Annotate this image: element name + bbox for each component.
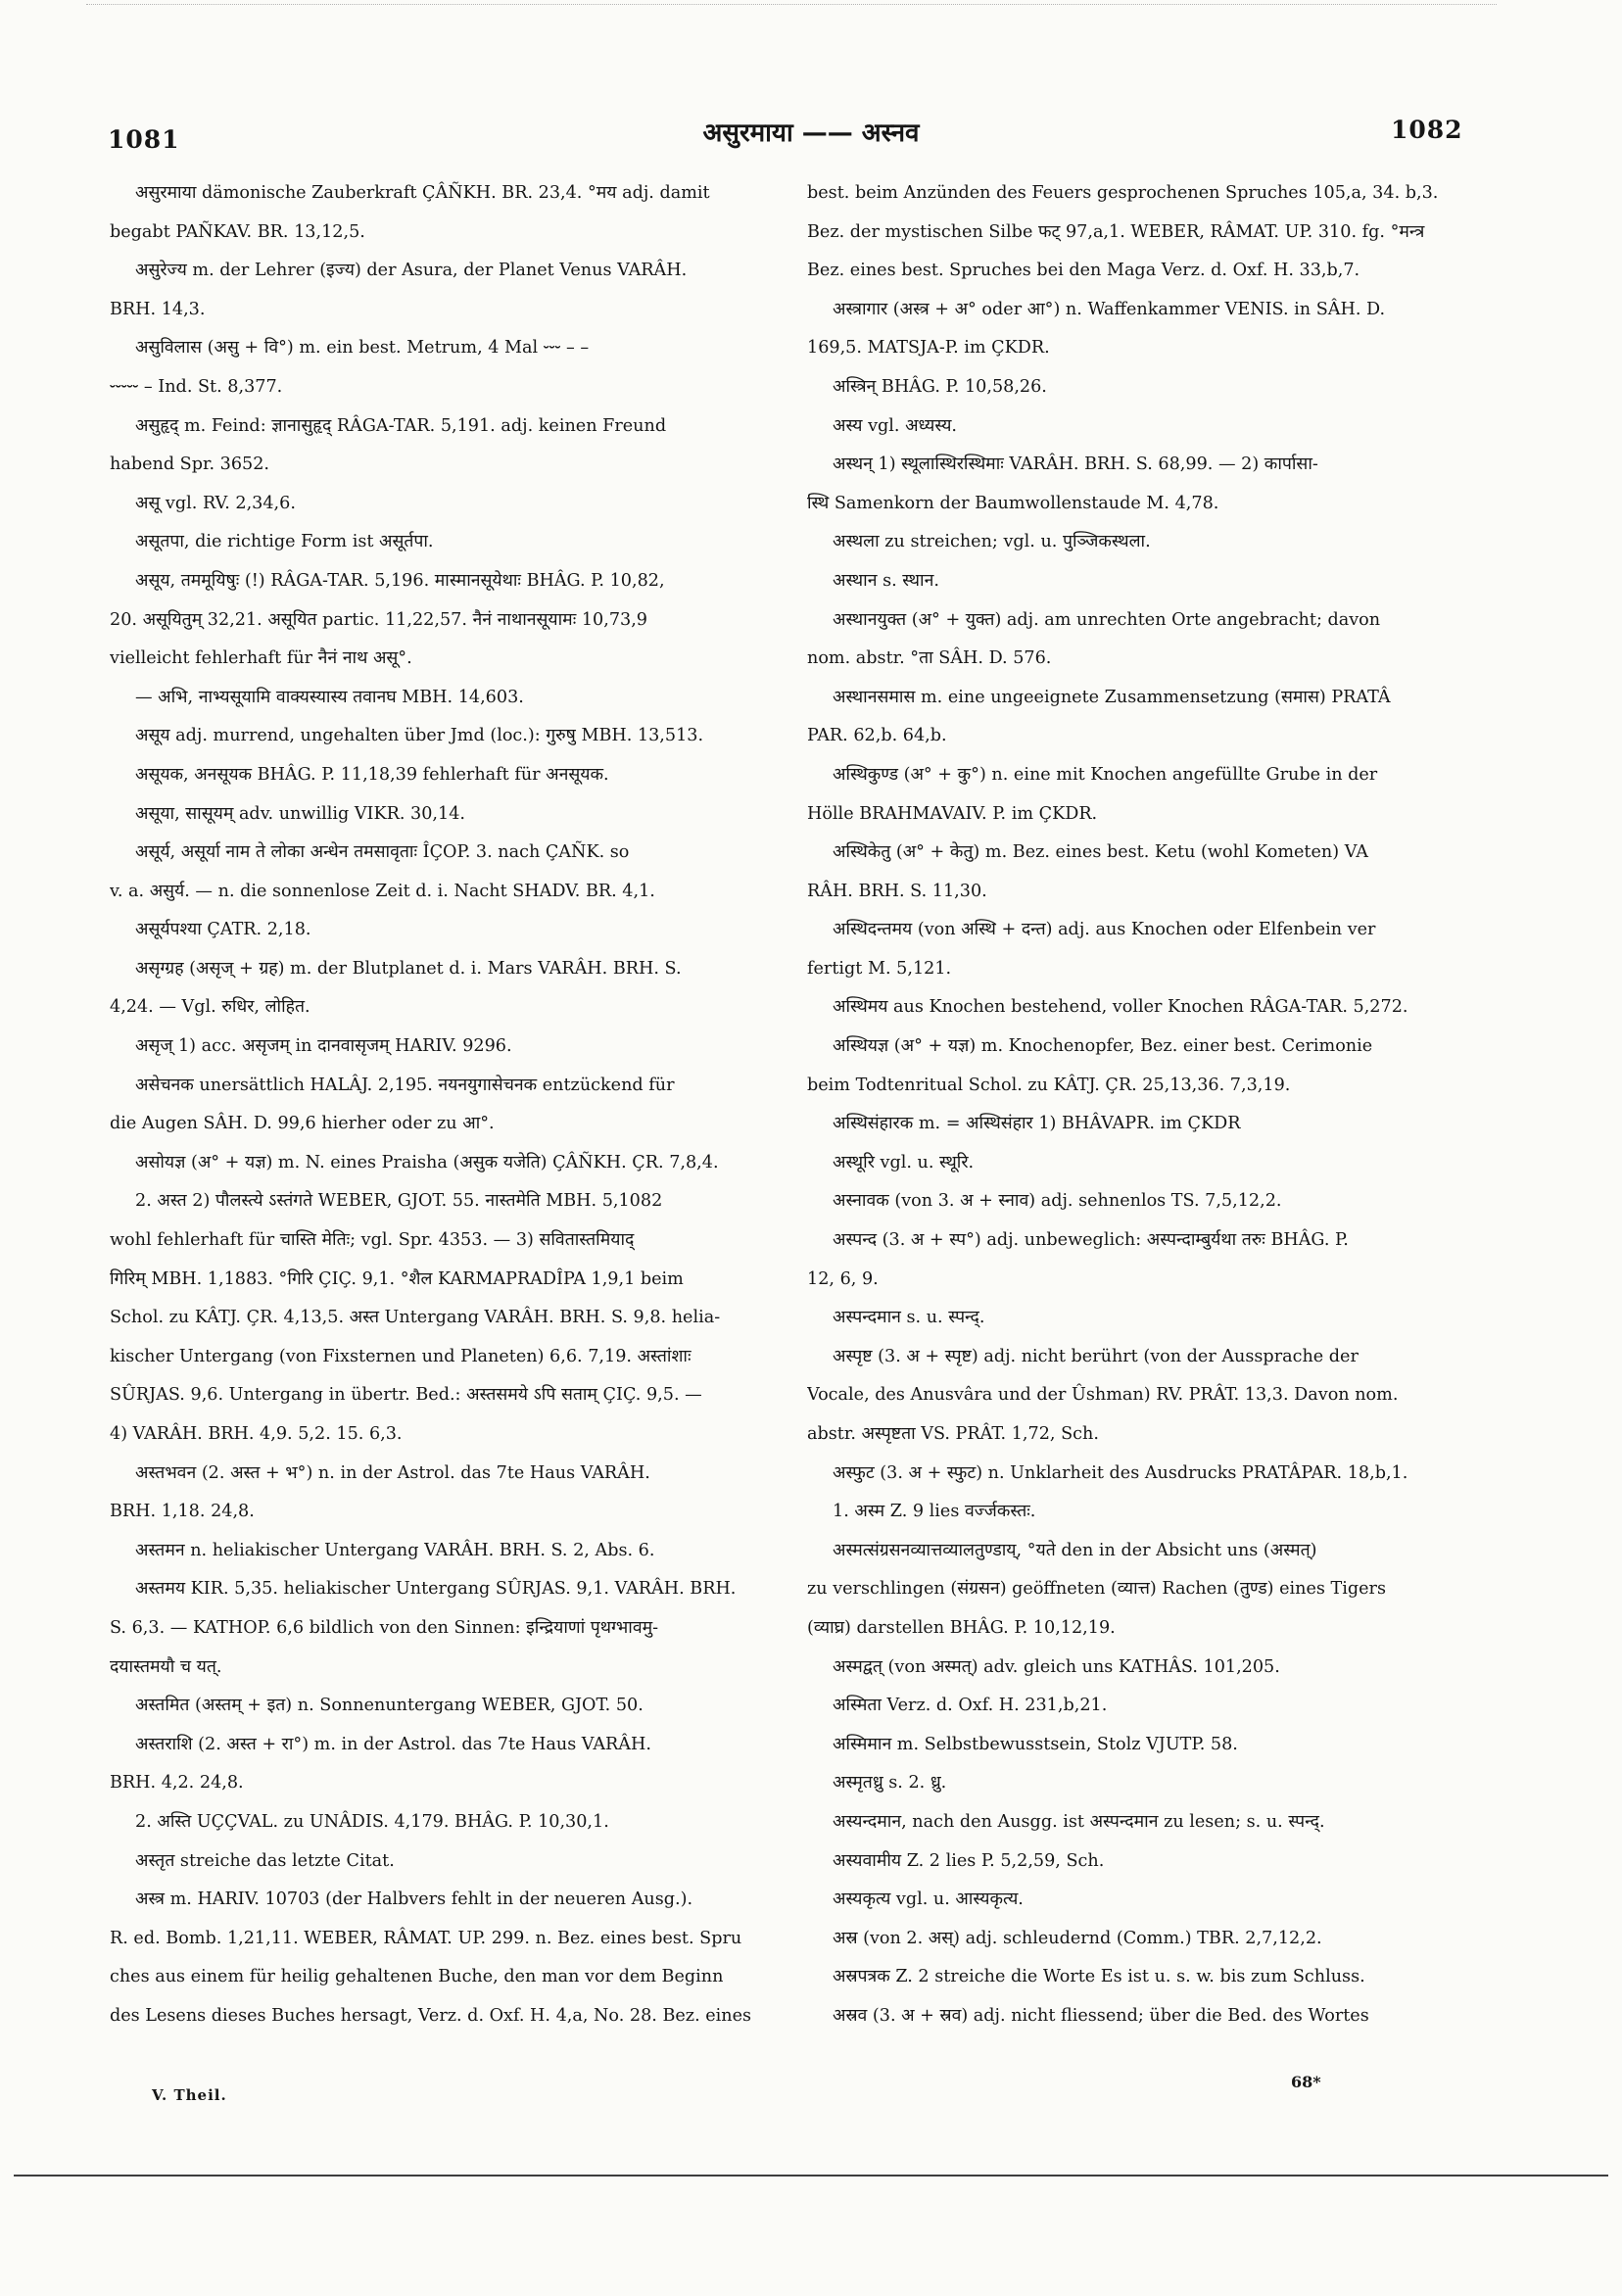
signature-mark: V. Theil. — [152, 2086, 227, 2104]
text-line: 12, 6, 9. — [807, 1268, 879, 1289]
text-line: अस्र (von 2. अस्) adj. schleudernd (Comm.) TBR. 2,7,12,2. — [833, 1928, 1322, 1948]
text-line: अस्पन्द (3. अ + स्प°) adj. unbeweglich: अस्पन्दाम्बुर्यथा तरुः BHÂG. P. — [833, 1230, 1349, 1251]
page-number-left: 1081 — [108, 125, 180, 154]
text-line: अस्मृतध्रु s. 2. ध्रु. — [833, 1773, 947, 1794]
text-line: अस्पन्दमान s. u. स्पन्द्. — [833, 1308, 985, 1328]
text-line: असूया, सासूयम् adv. unwillig VIKR. 30,14. — [135, 803, 466, 824]
text-line: अस्य vgl. अध्यस्य. — [833, 415, 957, 436]
text-line: अस्थिसंहारक m. = अस्थिसंहार 1) BHÂVAPR. im ÇKDR — [833, 1114, 1241, 1134]
text-line: अस्तमित (अस्तम् + इत) n. Sonnenuntergang WEBER, GJOT. 50. — [135, 1696, 644, 1716]
text-line: Bez. eines best. Spruches bei den Maga Verz. d. Oxf. H. 33,b,7. — [807, 261, 1360, 281]
text-line: अस्मत्संग्रसनव्यात्तव्यालतुण्डाय्, °यते den in der Absicht uns (अस्मत्) — [833, 1540, 1317, 1560]
text-line: असुरेज्य m. der Lehrer (इज्य) der Asura, der Planet Venus VARÂH. — [135, 261, 688, 281]
text-line: Hölle BRAHMAVAIV. P. im ÇKDR. — [807, 803, 1098, 824]
text-line: असृज् 1) acc. असृजम् in दानवासृजम् HARIV. 9296. — [135, 1036, 512, 1057]
text-line: अस्मिमान m. Selbstbewusstsein, Stolz VJUTP. 58. — [833, 1734, 1238, 1754]
text-line: अस्फुट (3. अ + स्फुट) n. Unklarheit des Ausdrucks PRATÂPAR. 18,b,1. — [833, 1462, 1408, 1483]
sheet-number: 68* — [1291, 2073, 1321, 2091]
text-line: 20. असूयितुम् 32,21. असूयित partic. 11,22,57. नैनं नाथानसूयामः 10,73,9 — [110, 609, 647, 630]
text-line: अस्यवामीय Z. 2 lies P. 5,2,59, Sch. — [833, 1850, 1105, 1871]
text-line: अस्रव (3. अ + स्रव) adj. nicht fliessend; über die Bed. des Wortes — [833, 2005, 1369, 2026]
text-line: Schol. zu KÂTJ. ÇR. 4,13,5. अस्त Untergang VARÂH. BRH. S. 9,8. helia- — [110, 1308, 721, 1328]
text-line: 2. अस्ति UÇÇVAL. zu UNÂDIS. 4,179. BHÂG. P. 10,30,1. — [135, 1811, 609, 1832]
text-line: SÛRJAS. 9,6. Untergang in übertr. Bed.: अस्तसमये ऽपि सताम् ÇIÇ. 9,5. — — [110, 1385, 702, 1406]
text-line: RÂH. BRH. S. 11,30. — [807, 881, 987, 901]
text-line: अस्पृष्ट (3. अ + स्पृष्ट) adj. nicht berührt (von der Aussprache der — [833, 1346, 1359, 1366]
text-line: अस्त्रिन् BHÂG. P. 10,58,26. — [833, 376, 1047, 397]
text-line: अस्थिदन्तमय (von अस्थि + दन्त) adj. aus Knochen oder Elfenbein ver — [833, 920, 1376, 940]
text-line: abstr. अस्पृष्टता VS. PRÂT. 1,72, Sch. — [807, 1424, 1099, 1444]
text-line: nom. abstr. °ता SÂH. D. 576. — [807, 648, 1052, 669]
text-line: अस्तभवन (2. अस्त + भ°) n. in der Astrol. das 7te Haus VARÂH. — [135, 1462, 650, 1483]
text-line: असूय, तममूयिषुः (!) RÂGA-TAR. 5,196. मास्मानसूयेथाः BHÂG. P. 10,82, — [135, 570, 665, 591]
text-line: असू vgl. RV. 2,34,6. — [135, 493, 296, 513]
text-line: 2. अस्त 2) पौलस्त्ये ऽस्तंगते WEBER, GJOT. 55. नास्तमेति MBH. 5,1082 — [135, 1191, 663, 1212]
text-line: begabt PAÑKAV. BR. 13,12,5. — [110, 221, 365, 242]
text-line: अस्नावक (von 3. अ + स्नाव) adj. sehnenlos TS. 7,5,12,2. — [833, 1191, 1282, 1212]
text-line: अस्तमन n. heliakischer Untergang VARÂH. BRH. S. 2, Abs. 6. — [135, 1540, 655, 1560]
text-line: habend Spr. 3652. — [110, 454, 270, 475]
text-line: अस्थूरि vgl. u. स्थूरि. — [833, 1152, 975, 1172]
right-column — [807, 174, 1493, 2036]
text-line: des Lesens dieses Buches hersagt, Verz. d. Oxf. H. 4,a, No. 28. Bez. eines — [110, 2005, 752, 2026]
text-line: अस्यकृत्य vgl. u. आस्यकृत्य. — [833, 1889, 1024, 1910]
text-line: PAR. 62,b. 64,b. — [807, 726, 947, 746]
text-line: R. ed. Bomb. 1,21,11. WEBER, RÂMAT. UP. 299. n. Bez. eines best. Spru — [110, 1928, 742, 1948]
text-line: असुहृद् m. Feind: ज्ञानासुहृद् RÂGA-TAR. 5,191. adj. keinen Freund — [135, 415, 667, 436]
text-line: अस्मिता Verz. d. Oxf. H. 231,b,21. — [833, 1696, 1108, 1716]
text-line: असूर्य, असूर्या नाम ते लोका अन्धेन तमसावृताः ÎÇOP. 3. nach ÇAÑK. so — [135, 842, 630, 863]
text-line: kischer Untergang (von Fixsternen und Planeten) 6,6. 7,19. अस्तांशाः — [110, 1346, 692, 1366]
text-line: 1. अस्म Z. 9 lies वर्ज्जकस्तः. — [833, 1502, 1036, 1522]
text-line: BRH. 1,18. 24,8. — [110, 1502, 255, 1522]
text-line: Bez. der mystischen Silbe फट् 97,a,1. WEBER, RÂMAT. UP. 310. fg. °मन्त्र — [807, 221, 1425, 242]
text-line: 4) VARÂH. BRH. 4,9. 5,2. 15. 6,3. — [110, 1424, 403, 1444]
text-line: Vocale, des Anusvâra und der Ûshman) RV. PRÂT. 13,3. Davon nom. — [807, 1385, 1399, 1406]
text-line: अस्त्रागार (अस्त्र + अ° oder आ°) n. Waffenkammer VENIS. in SÂH. D. — [833, 299, 1386, 319]
text-line: अस्थला zu streichen; vgl. u. पुञ्जिकस्थला. — [833, 532, 1151, 552]
text-line: अस्थानसमास m. eine ungeeignete Zusammensetzung (समास) PRATÂ — [833, 687, 1391, 707]
text-line: असूयक, अनसूयक BHÂG. P. 11,18,39 fehlerhaft für अनसूयक. — [135, 764, 609, 785]
text-line: vielleicht fehlerhaft für नैनं नाथ असू°. — [110, 648, 412, 669]
text-line: असूर्यपश्या ÇATR. 2,18. — [135, 920, 311, 940]
text-line: गिरिम् MBH. 1,1883. °गिरि ÇIÇ. 9,1. °शैल KARMAPRADÎPA 1,9,1 beim — [110, 1268, 684, 1289]
text-line: अस्त्र m. HARIV. 10703 (der Halbvers fehlt in der neueren Ausg.). — [135, 1889, 693, 1910]
text-line: wohl fehlerhaft für चास्ति मेतिः; vgl. Spr. 4353. — 3) सवितास्तमियाद् — [110, 1230, 635, 1251]
bottom-rule — [14, 2175, 1608, 2176]
text-line: असुविलास (असु + वि°) m. ein best. Metrum, 4 Mal ⏑⏑⏑ – – — [135, 338, 590, 359]
text-line: असुरमाया dämonische Zauberkraft ÇÂÑKH. BR. 23,4. °मय adj. damit — [135, 183, 710, 203]
text-line: ches aus einem für heilig gehaltenen Buche, den man vor dem Beginn — [110, 1967, 724, 1987]
text-line: असोयज्ञ (अ° + यज्ञ) m. N. eines Praisha (असुक यजेति) ÇÂÑKH. ÇR. 7,8,4. — [135, 1152, 719, 1172]
running-head: असुरमाया —— अस्नव — [702, 119, 920, 148]
text-line: अस्थान s. स्थान. — [833, 570, 939, 591]
text-line: दयास्तमयौ च यत्. — [110, 1656, 222, 1677]
text-line: v. a. असुर्य. — n. die sonnenlose Zeit d. i. Nacht SHADV. BR. 4,1. — [110, 881, 655, 901]
text-line: 169,5. MATSJA-P. im ÇKDR. — [807, 338, 1050, 359]
text-line: ⏑⏑⏑⏑⏑ – Ind. St. 8,377. — [110, 376, 283, 397]
text-line: अस्थिकेतु (अ° + केतु) m. Bez. eines best. Ketu (wohl Kometen) VA — [833, 842, 1368, 863]
text-line: अस्रपत्रक Z. 2 streiche die Worte Es ist u. s. w. bis zum Schluss. — [833, 1967, 1365, 1987]
page-top-edge — [86, 4, 1497, 9]
text-line: अस्तराशि (2. अस्त + रा°) m. in der Astrol. das 7te Haus VARÂH. — [135, 1734, 651, 1754]
left-column — [110, 174, 795, 2036]
text-line: अस्तृत streiche das letzte Citat. — [135, 1850, 395, 1871]
text-line: अस्थन् 1) स्थूलास्थिरस्थिमाः VARÂH. BRH. S. 68,99. — 2) कार्पासा- — [833, 454, 1318, 475]
text-line: अस्मद्वत् (von अस्मत्) adv. gleich uns KATHÂS. 101,205. — [833, 1656, 1280, 1677]
text-line: die Augen SÂH. D. 99,6 hierher oder zu आ°. — [110, 1114, 495, 1134]
page-number-right: 1082 — [1391, 116, 1463, 144]
text-line: fertigt M. 5,121. — [807, 958, 952, 979]
text-line: S. 6,3. — KATHOP. 6,6 bildlich von den Sinnen: इन्द्रियाणां पृथग्भावमु- — [110, 1617, 659, 1638]
text-line: अस्थिकुण्ड (अ° + कु°) n. eine mit Knochen angefüllte Grube in der — [833, 764, 1378, 785]
text-line: (व्याघ्र) darstellen BHÂG. P. 10,12,19. — [807, 1617, 1116, 1638]
text-line: असृग्ग्रह (असृज् + ग्रह) m. der Blutplanet d. i. Mars VARÂH. BRH. S. — [135, 958, 682, 979]
text-line: अस्यन्दमान, nach den Ausgg. ist अस्पन्दमान zu lesen; s. u. स्पन्द्. — [833, 1811, 1325, 1832]
text-line: best. beim Anzünden des Feuers gesprochenen Spruches 105,a, 34. b,3. — [807, 183, 1439, 203]
text-line: — अभि, नाभ्यसूयामि वाक्यस्यास्य तवानघ MBH. 14,603. — [135, 687, 524, 707]
text-line: 4,24. — Vgl. रुधिर, लोहित. — [110, 997, 310, 1018]
text-line: अस्थियज्ञ (अ° + यज्ञ) m. Knochenopfer, Bez. einer best. Cerimonie — [833, 1036, 1373, 1057]
text-line: असेचनक unersättlich HALÂJ. 2,195. नयनयुगासेचनक entzückend für — [135, 1075, 675, 1095]
text-line: अस्थिमय aus Knochen bestehend, voller Knochen RÂGA-TAR. 5,272. — [833, 997, 1408, 1018]
text-line: अस्थानयुक्त (अ° + युक्त) adj. am unrechten Orte angebracht; davon — [833, 609, 1381, 630]
text-line: असूतपा, die richtige Form ist असूर्तपा. — [135, 532, 434, 552]
text-line: असूय adj. murrend, ungehalten über Jmd (loc.): गुरुषु MBH. 13,513. — [135, 726, 704, 746]
text-line: BRH. 4,2. 24,8. — [110, 1773, 244, 1794]
text-line: beim Todtenritual Schol. zu KÂTJ. ÇR. 25,13,36. 7,3,19. — [807, 1075, 1291, 1095]
text-line: स्थि Samenkorn der Baumwollenstaude M. 4,78. — [807, 493, 1219, 513]
text-line: अस्तमय KIR. 5,35. heliakischer Untergang SÛRJAS. 9,1. VARÂH. BRH. — [135, 1579, 737, 1600]
text-line: zu verschlingen (संग्रसन) geöffneten (व्यात्त) Rachen (तुण्ड) eines Tigers — [807, 1579, 1386, 1600]
text-line: BRH. 14,3. — [110, 299, 206, 319]
